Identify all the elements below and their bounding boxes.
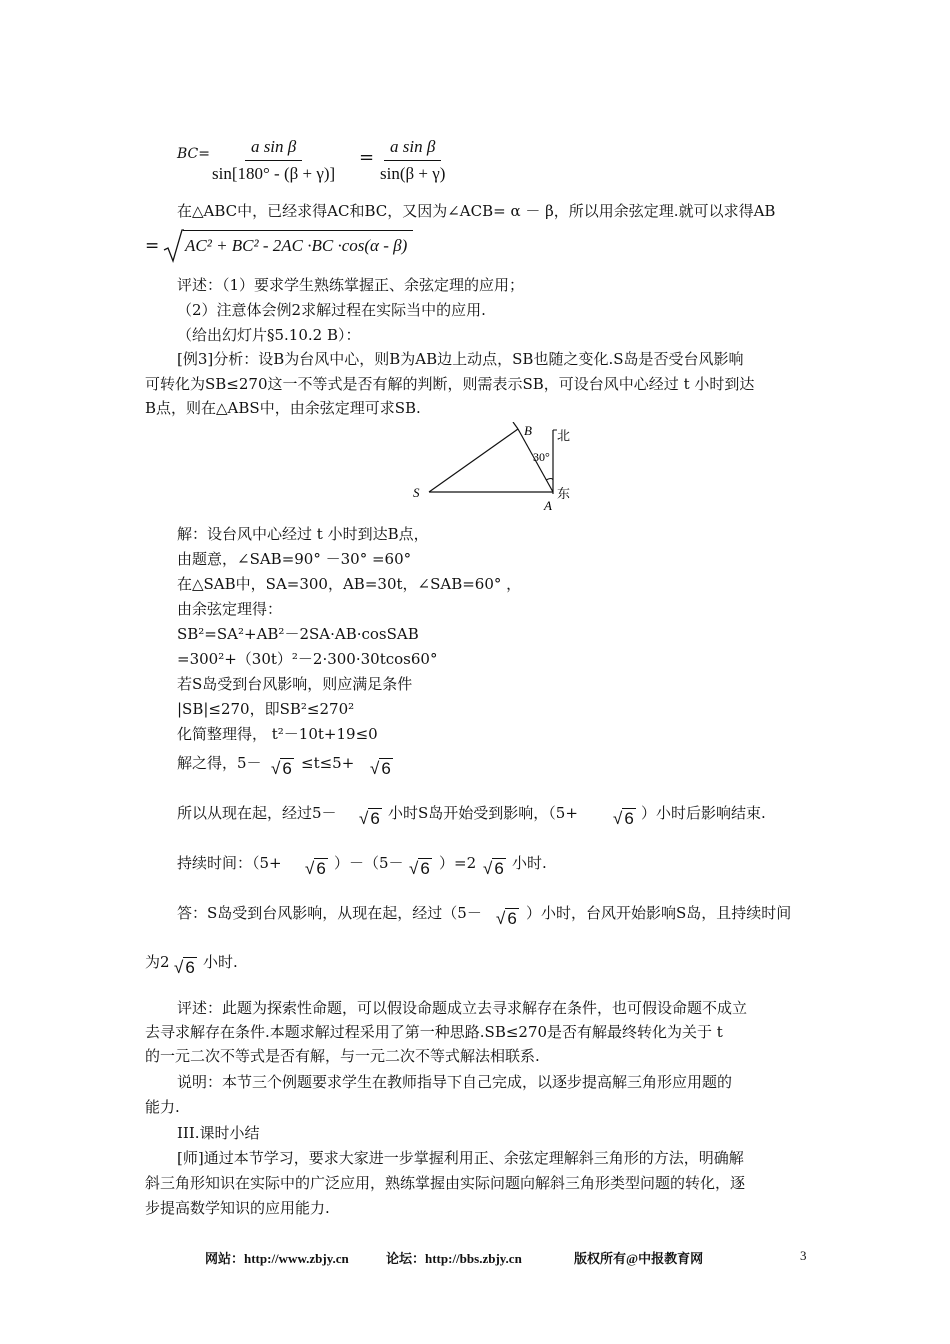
answer-part-b: ）小时，台风开始影响S岛，且持续时间 <box>526 904 792 922</box>
label-s: S <box>413 485 420 500</box>
radical-sign-icon <box>162 228 184 264</box>
label-east: 东 <box>557 487 571 502</box>
footer-forum: 论坛：http://bbs.zbjy.cn <box>386 1251 522 1266</box>
comment-3-line-2: 去寻求解存在条件.本题求解过程采用了第一种思路.SB≤270是否有解最终转化为关于 t <box>145 1023 723 1041</box>
formula-ab-radicand: AC² + BC² - 2AC ·BC ·cos(α - β) <box>183 230 413 259</box>
angle-arc-a <box>546 479 553 481</box>
formula-bc-lhs: BC= <box>177 146 210 162</box>
comment-2: （2）注意体会例2求解过程在实际当中的应用. <box>177 301 486 319</box>
formula-ab-equals: = <box>145 236 160 256</box>
fraction-2-numerator: a sin β <box>384 136 441 161</box>
sqrt-6-e: √ 6 <box>305 859 326 878</box>
page-number: 3 <box>800 1248 807 1263</box>
sqrt-6-b: √ 6 <box>370 759 391 778</box>
solution-line-1: 解：设台风中心经过 t 小时到达B点， <box>177 525 429 543</box>
solution-line-8: |SB|≤270，即SB²≤270² <box>177 700 355 718</box>
duration-part-b: ）－（5－ <box>334 854 404 872</box>
formula-bc-fraction-2 <box>374 136 451 185</box>
duration-part-c: ）=2 <box>439 854 477 872</box>
comment-1: 评述：（1）要求学生熟练掌握正、余弦定理的应用； <box>177 276 525 294</box>
solution-line-2: 由题意，∠SAB=90° －30° =60° <box>177 550 412 568</box>
label-north: 北 <box>557 429 571 444</box>
label-angle-30: 30° <box>533 450 550 464</box>
summary-heading: III.课时小结 <box>177 1124 260 1142</box>
fraction-1-numerator: a sin β <box>245 136 302 161</box>
solution-line-5: SB²=SA²+AB²－2SA·AB·cosSAB <box>177 625 419 643</box>
slide-note: （给出幻灯片§5.10.2 B）： <box>177 326 361 344</box>
solution-line-3: 在△SAB中，SA=300，AB=30t，∠SAB=60° ， <box>177 575 522 593</box>
sqrt-6-h: √ 6 <box>496 909 517 928</box>
solve-prefix: 解之得，5－ <box>177 754 262 772</box>
explain-line-1: 说明：本节三个例题要求学生在教师指导下自己完成，以逐步提高解三角形应用题的 <box>177 1073 733 1091</box>
side-sb <box>429 429 518 492</box>
comment-3-line-3: 的一元二次不等式是否有解，与一元二次不等式解法相联系. <box>145 1047 540 1065</box>
comment-3-line-1: 评述：此题为探索性命题，可以假设命题成立去寻求解存在条件，也可假设命题不成立 <box>177 999 748 1017</box>
explain-line-2: 能力. <box>145 1098 180 1116</box>
sqrt-6-a: √ 6 <box>271 759 292 778</box>
fraction-2-denominator: sin(β + γ) <box>380 164 446 183</box>
answer2-part-a: 为2 <box>145 953 170 971</box>
solution-line-6: =300²+（30t）²－2·300·30tcos60° <box>177 650 438 668</box>
solve-mid: ≤t≤5+ <box>301 754 355 772</box>
duration-part-a: 持续时间：（5+ <box>177 854 282 872</box>
sqrt-6-g: √ 6 <box>483 859 504 878</box>
duration-part-d: 小时. <box>512 854 547 872</box>
fraction-1-denominator: sin[180° - (β + γ)] <box>212 164 336 183</box>
teacher-line-2: 斜三角形知识在实际中的广泛应用，熟练掌握由实际问题向解斜三角形类型问题的转化，逐 <box>145 1174 746 1192</box>
label-a: A <box>544 498 552 513</box>
teacher-line-3: 步提高数学知识的应用能力. <box>145 1199 330 1217</box>
label-b: B <box>524 423 532 438</box>
teacher-line-1: [师]通过本节学习，要求大家进一步掌握利用正、余弦定理解斜三角形的方法，明确解 <box>177 1149 744 1167</box>
side-ab-extension <box>513 422 518 429</box>
since-part-b: 小时S岛开始受到影响，（5+ <box>388 804 578 822</box>
example-3-line-1: [例3]分析：设B为台风中心，则B为AB边上动点，SB也随之变化.S岛是否受台风影响 <box>177 350 744 368</box>
sqrt-6-c: √ 6 <box>359 809 380 828</box>
solution-line-9: 化简整理得， t²－10t+19≤0 <box>177 725 378 743</box>
paragraph-ab-intro: 在△ABC中，已经求得AC和BC，又因为∠ACB= α － β，所以用余弦定理.就可以求得AB <box>177 202 776 220</box>
solution-line-7: 若S岛受到台风影响，则应满足条件 <box>177 675 413 693</box>
sqrt-6-d: √ 6 <box>613 809 634 828</box>
typhoon-diagram <box>405 422 585 514</box>
sqrt-6-f: √ 6 <box>409 859 430 878</box>
formula-bc-fraction-1 <box>206 136 341 185</box>
since-part-c: ）小时后影响结束. <box>641 804 766 822</box>
answer2-part-b: 小时. <box>203 953 238 971</box>
footer-website: 网站：http://www.zbjy.cn <box>205 1251 349 1266</box>
since-part-a: 所以从现在起，经过5－ <box>177 804 337 822</box>
example-3-line-3: B点，则在△ABS中，由余弦定理可求SB. <box>145 399 421 417</box>
answer-part-a: 答：S岛受到台风影响，从现在起，经过（5－ <box>177 904 482 922</box>
footer-copyright: 版权所有@中报教育网 <box>574 1251 704 1266</box>
example-3-line-2: 可转化为SB≤270这一不等式是否有解的判断，则需表示SB，可设台风中心经过 t 小时到达 <box>145 375 755 393</box>
formula-bc-equals: = <box>359 147 375 168</box>
sqrt-6-i: √ 6 <box>174 958 195 977</box>
solution-line-4: 由余弦定理得： <box>177 600 283 618</box>
